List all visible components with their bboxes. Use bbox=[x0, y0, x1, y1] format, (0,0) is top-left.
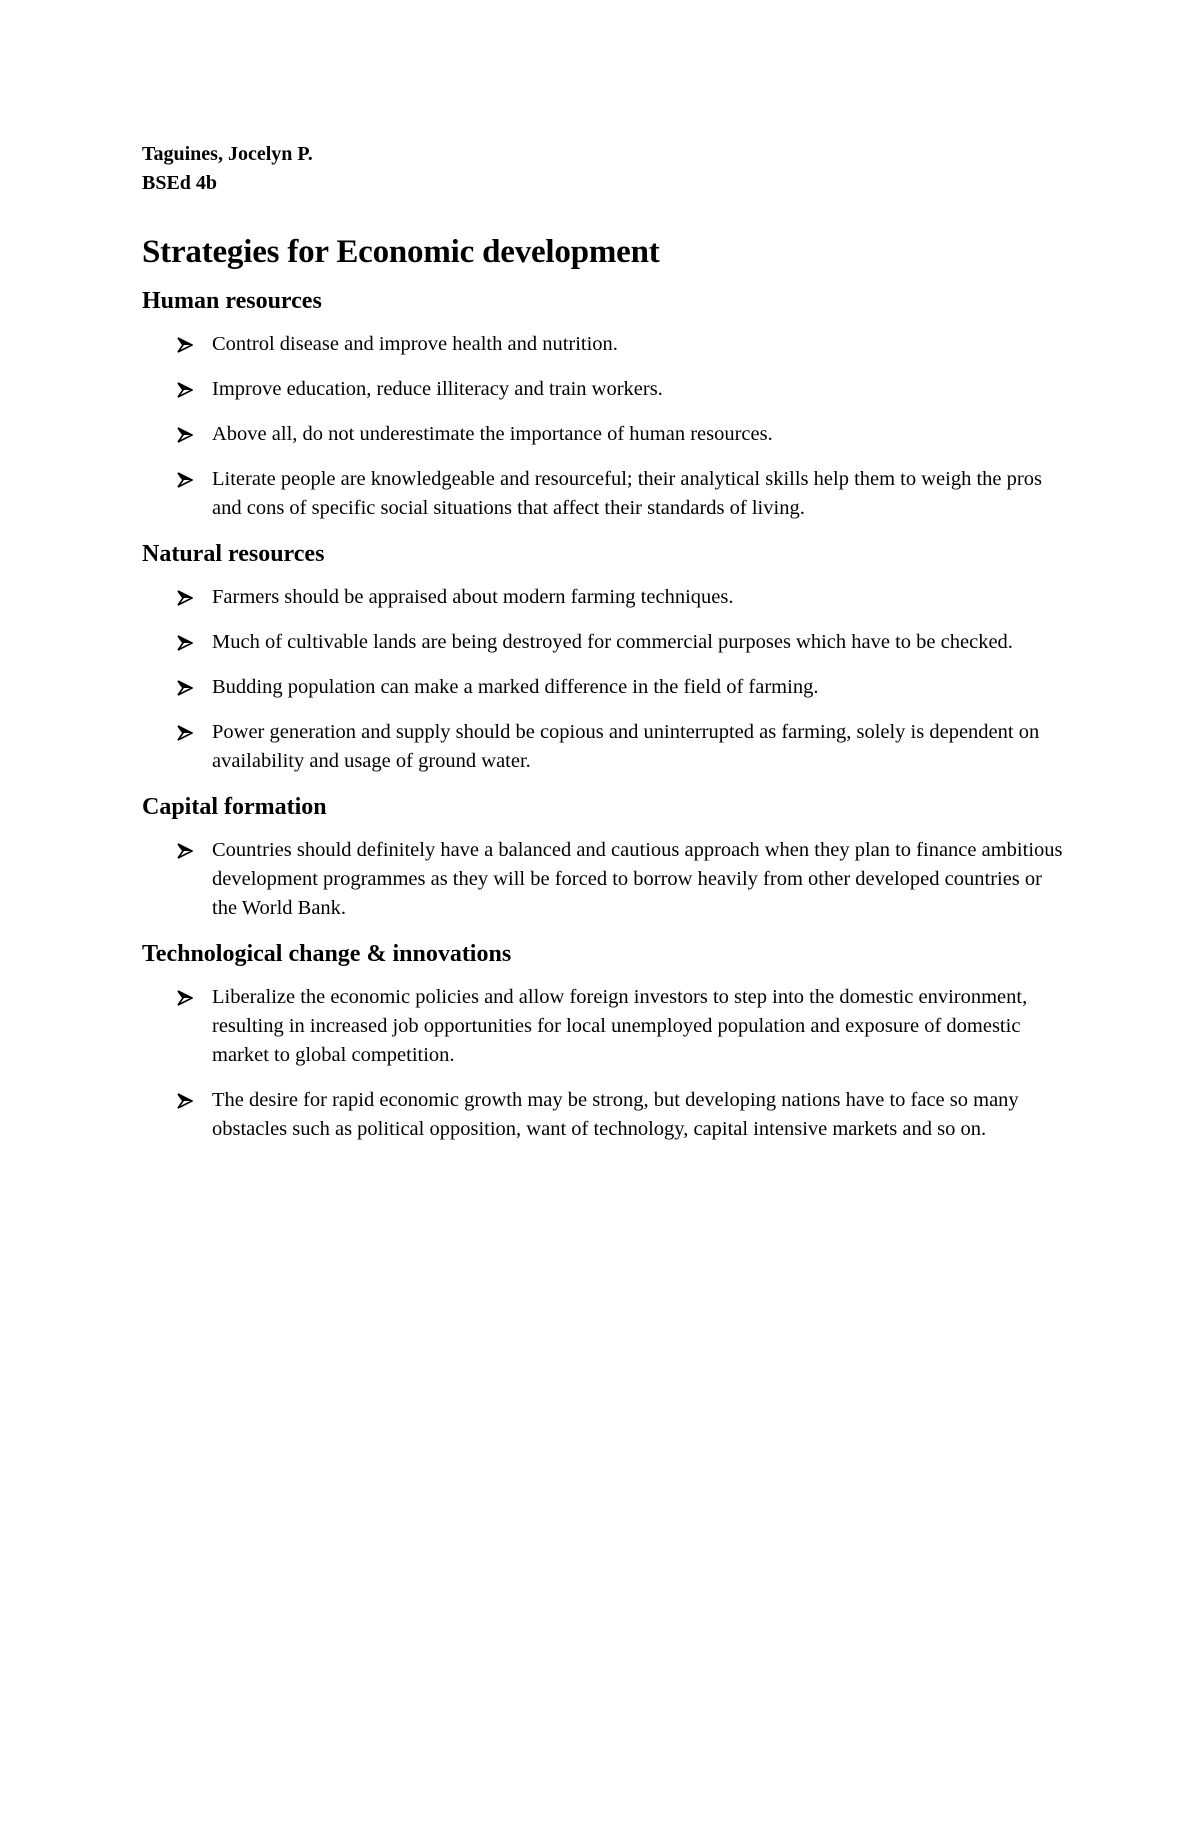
arrowhead-bullet-icon bbox=[177, 583, 197, 612]
list-item bbox=[142, 375, 1072, 404]
list-item-text: Countries should definitely have a balanced and cautious approach when they plan to finance ambitious development programmes as they will be forced to borrow heavily from other developed countries or the World Bank. bbox=[212, 839, 1063, 919]
arrowhead-bullet-icon bbox=[177, 375, 197, 404]
section-heading: Human resources bbox=[142, 288, 322, 314]
arrowhead-bullet-icon bbox=[177, 628, 197, 657]
document-title: Strategies for Economic development bbox=[142, 234, 660, 270]
list-item bbox=[142, 983, 1072, 1070]
list-item-text: The desire for rapid economic growth may be strong, but developing nations have to face so many obstacles such as political opposition, want of technology, capital intensive markets and so on. bbox=[212, 1089, 1019, 1140]
list-item bbox=[142, 1086, 1072, 1144]
arrowhead-bullet-icon bbox=[177, 420, 197, 449]
list-item bbox=[142, 673, 1072, 702]
bullet-list bbox=[142, 330, 1072, 523]
list-item-text: Farmers should be appraised about modern farming techniques. bbox=[212, 586, 734, 608]
section-heading: Natural resources bbox=[142, 541, 325, 567]
list-item bbox=[142, 330, 1072, 359]
arrowhead-bullet-icon bbox=[177, 465, 197, 494]
author-class-section: BSEd 4b bbox=[142, 172, 218, 194]
list-item bbox=[142, 836, 1072, 923]
arrowhead-bullet-icon bbox=[177, 836, 197, 865]
document-content bbox=[142, 140, 1072, 1160]
list-item bbox=[142, 628, 1072, 657]
arrowhead-bullet-icon bbox=[177, 330, 197, 359]
list-item-text: Budding population can make a marked difference in the field of farming. bbox=[212, 676, 819, 698]
list-item bbox=[142, 465, 1072, 523]
list-item bbox=[142, 420, 1072, 449]
arrowhead-bullet-icon bbox=[177, 718, 197, 747]
list-item bbox=[142, 583, 1072, 612]
bullet-list bbox=[142, 983, 1072, 1144]
arrowhead-bullet-icon bbox=[177, 1086, 197, 1115]
list-item-text: Above all, do not underestimate the importance of human resources. bbox=[212, 423, 773, 445]
bullet-list bbox=[142, 583, 1072, 776]
sections-container bbox=[142, 286, 1072, 1144]
section-heading: Technological change & innovations bbox=[142, 941, 512, 967]
arrowhead-bullet-icon bbox=[177, 673, 197, 702]
list-item bbox=[142, 718, 1072, 776]
list-item-text: Liberalize the economic policies and allow foreign investors to step into the domestic environment, resulting in increased job opportunities for local unemployed population and exposure of domestic market to global competition. bbox=[212, 986, 1028, 1066]
list-item-text: Literate people are knowledgeable and resourceful; their analytical skills help them to weigh the pros and cons of specific social situations that affect their standards of living. bbox=[212, 468, 1042, 519]
list-item-text: Power generation and supply should be copious and uninterrupted as farming, solely is dependent on availability and usage of ground water. bbox=[212, 721, 1040, 772]
bullet-list bbox=[142, 836, 1072, 923]
list-item-text: Much of cultivable lands are being destroyed for commercial purposes which have to be checked. bbox=[212, 631, 1013, 653]
author-name: Taguines, Jocelyn P. bbox=[142, 143, 313, 165]
section-heading: Capital formation bbox=[142, 794, 327, 820]
list-item-text: Control disease and improve health and nutrition. bbox=[212, 333, 618, 355]
arrowhead-bullet-icon bbox=[177, 983, 197, 1012]
list-item-text: Improve education, reduce illiteracy and train workers. bbox=[212, 378, 663, 400]
